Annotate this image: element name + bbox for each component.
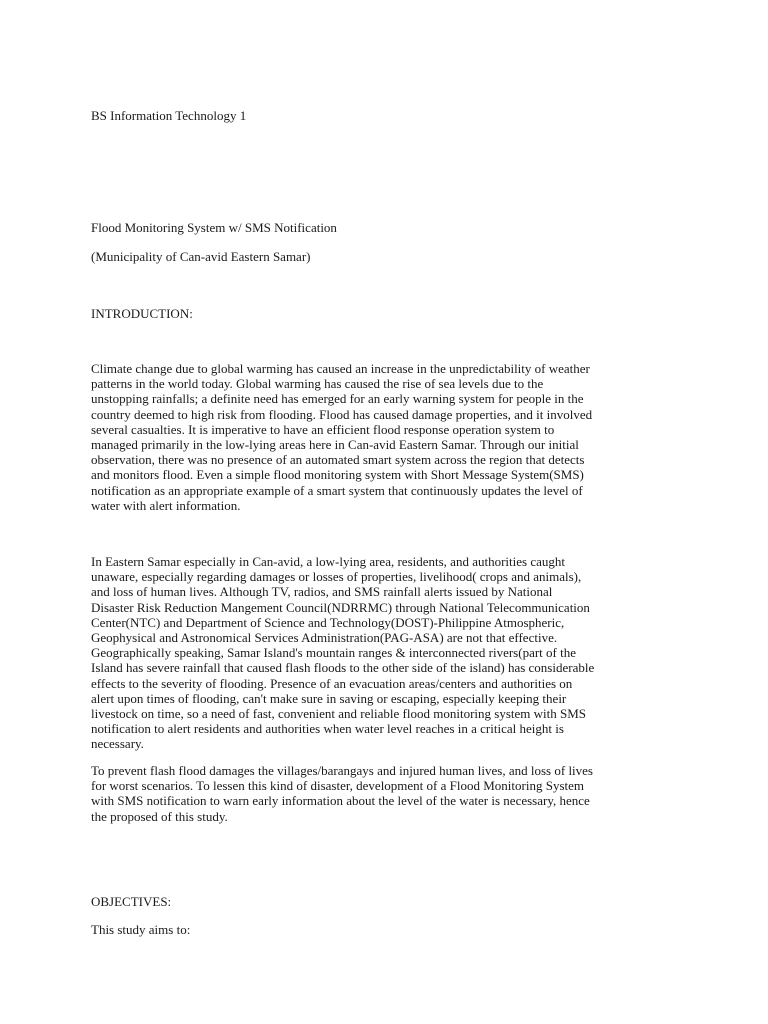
document-header: BS Information Technology 1 xyxy=(91,108,247,123)
paragraph-line: the proposed of this study. xyxy=(91,808,228,824)
paragraph-line: for worst scenarios. To lessen this kind of disaster, development of a Flood Monitoring System xyxy=(91,778,584,794)
introduction-heading: INTRODUCTION: xyxy=(91,306,193,321)
paragraph-line: Geophysical and Astronomical Services Administration(PAG-ASA) are not that effective. xyxy=(91,630,558,646)
paragraph-line: notification to alert residents and authorities when water level reaches in a critical height is xyxy=(91,721,564,737)
paragraph-line: livestock on time, so a need of fast, convenient and reliable flood monitoring system with SMS xyxy=(91,706,586,722)
paragraph-line: water with alert information. xyxy=(91,497,241,513)
paragraph-line: observation, there was no presence of an automated smart system across the region that detects xyxy=(91,452,585,468)
introduction-paragraph-2 xyxy=(91,554,691,752)
paragraph-line: Center(NTC) and Department of Science and Technology(DOST)-Philippine Atmospheric, xyxy=(91,614,565,630)
paragraph-line: In Eastern Samar especially in Can-avid, a low-lying area, residents, and authorities caught xyxy=(91,554,565,569)
paragraph-line: Disaster Risk Reduction Mangement Council(NDRRMC) through National Telecommunication xyxy=(91,599,590,615)
introduction-paragraph-3 xyxy=(91,763,691,824)
introduction-paragraph-1 xyxy=(91,361,691,513)
paragraph-line: effects to the severity of flooding. Presence of an evacuation areas/centers and authorities on xyxy=(91,675,573,691)
paragraph-line: unaware, especially regarding damages or losses of properties, livelihood( crops and animals), xyxy=(91,569,582,585)
paragraph-line: unstopping rainfalls; a definite need has emerged for an early warning system for people in the xyxy=(91,391,584,407)
paragraph-line: and monitors flood. Even a simple flood monitoring system with Short Message System(SMS) xyxy=(91,467,584,483)
objectives-heading: OBJECTIVES: xyxy=(91,894,172,909)
paragraph-line: necessary. xyxy=(91,736,144,752)
paragraph-line: To prevent flash flood damages the villages/barangays and injured human lives, and loss of lives xyxy=(91,763,593,778)
document-subtitle: (Municipality of Can-avid Eastern Samar) xyxy=(91,249,311,264)
paragraph-line: Geographically speaking, Samar Island's mountain ranges & interconnected rivers(part of the xyxy=(91,645,576,661)
document-title: Flood Monitoring System w/ SMS Notification xyxy=(91,220,337,235)
paragraph-line: notification as an appropriate example of a smart system that continuously updates the level of xyxy=(91,482,583,498)
paragraph-line: Climate change due to global warming has caused an increase in the unpredictability of weather xyxy=(91,361,590,376)
objectives-intro: This study aims to: xyxy=(91,922,191,937)
paragraph-line: with SMS notification to warn early information about the level of the water is necessary, hence xyxy=(91,793,590,809)
paragraph-line: Island has severe rainfall that caused flash floods to the other side of the island) has considerable xyxy=(91,660,595,676)
paragraph-line: patterns in the world today. Global warming has caused the rise of sea levels due to the xyxy=(91,376,544,392)
paragraph-line: alert upon times of flooding, can't make sure in saving or escaping, especially keeping their xyxy=(91,690,567,706)
paragraph-line: managed primarily in the low-lying areas here in Can-avid Eastern Samar. Through our initial xyxy=(91,437,579,453)
paragraph-line: several casualties. It is imperative to have an efficient flood response operation system to xyxy=(91,421,555,437)
paragraph-line: and loss of human lives. Although TV, radios, and SMS rainfall alerts issued by National xyxy=(91,584,553,600)
paragraph-line: country deemed to high risk from flooding. Flood has caused damage properties, and it involved xyxy=(91,406,593,422)
